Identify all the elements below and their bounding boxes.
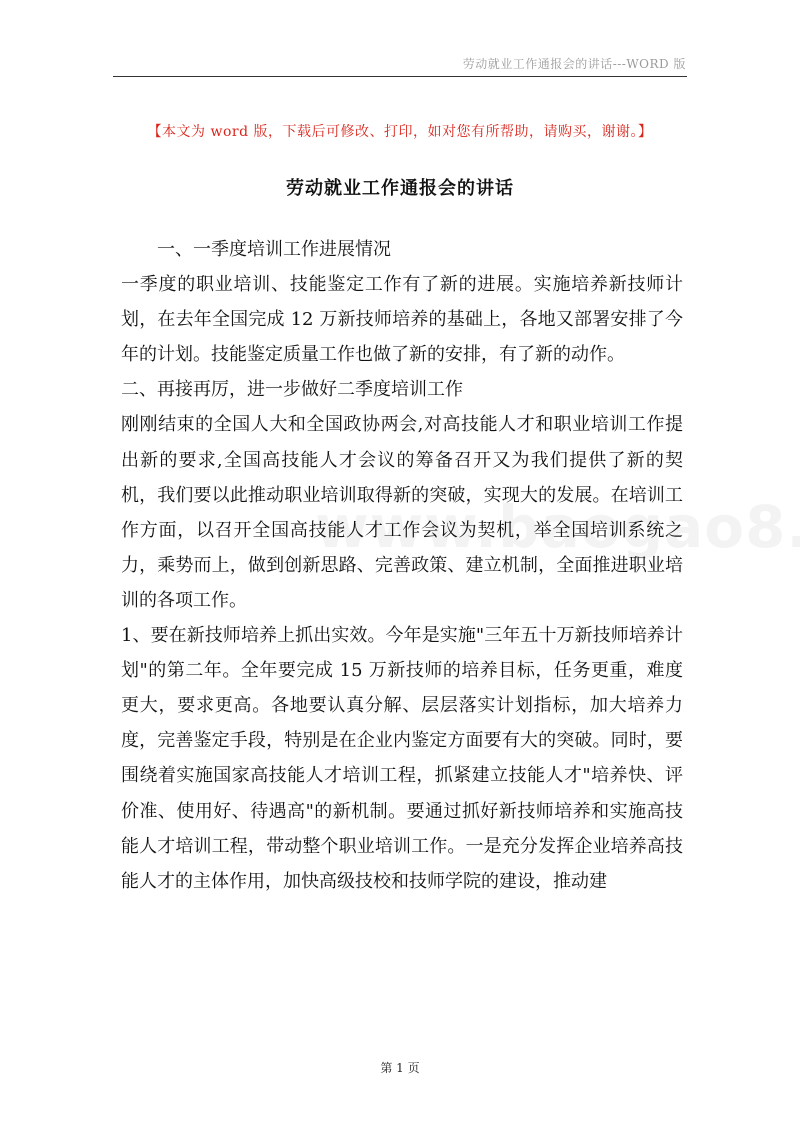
paragraph: 一季度的职业培训、技能鉴定工作有了新的进展。实施培养新技师计划，在去年全国完成 12 万新技师培养的基础上，各地又部署安排了今年的计划。技能鉴定质量工作也做了新的安排，有了新的动作。 — [121, 274, 683, 366]
header-divider — [113, 76, 687, 77]
page-number: 第 1 页 — [380, 1061, 420, 1075]
document-body — [121, 232, 683, 899]
section-heading-1: 一、一季度培训工作进展情况 — [157, 239, 391, 260]
purchase-notice: 【本文为 word 版，下载后可修改、打印，如对您有所帮助，请购买，谢谢。】 — [147, 124, 653, 140]
document-title: 劳动就业工作通报会的讲话 — [286, 178, 514, 199]
paragraph: 刚刚结束的全国人大和全国政协两会,对高技能人才和职业培训工作提出新的要求,全国高技能人才会议的筹备召开又为我们提供了新的契机，我们要以此推动职业培训取得新的突破，实现大的发展。在培训工作方面，以召开全国高技能人才工作会议为契机，举全国培训系统之力，乘势而上，做到创新思路、完善政策、建立机制，全面推进职业培训的各项工作。 — [121, 414, 683, 611]
running-header: 劳动就业工作通报会的讲话---WORD 版 — [462, 57, 686, 71]
section-heading-2: 二、再接再厉，进一步做好二季度培训工作 — [121, 379, 463, 401]
paragraph: 1、要在新技师培养上抓出实效。今年是实施"三年五十万新技师培养计划"的第二年。全年要完成 15 万新技师的培养目标，任务更重，难度更大，要求更高。各地要认真分解、层层落实计划指标，加大培养力度，完善鉴定手段，特别是在企业内鉴定方面要有大的突破。同时，要围绕着实施国家高技能人才培训工程，抓紧建立技能人才"培养快、评价准、使用好、待遇高"的新机制。要通过抓好新技师培养和实施高技能人才培训工程，带动整个职业培训工作。一是充分发挥企业培养高技能人才的主体作用，加快高级技校和技师学院的建设，推动建 — [121, 625, 683, 892]
